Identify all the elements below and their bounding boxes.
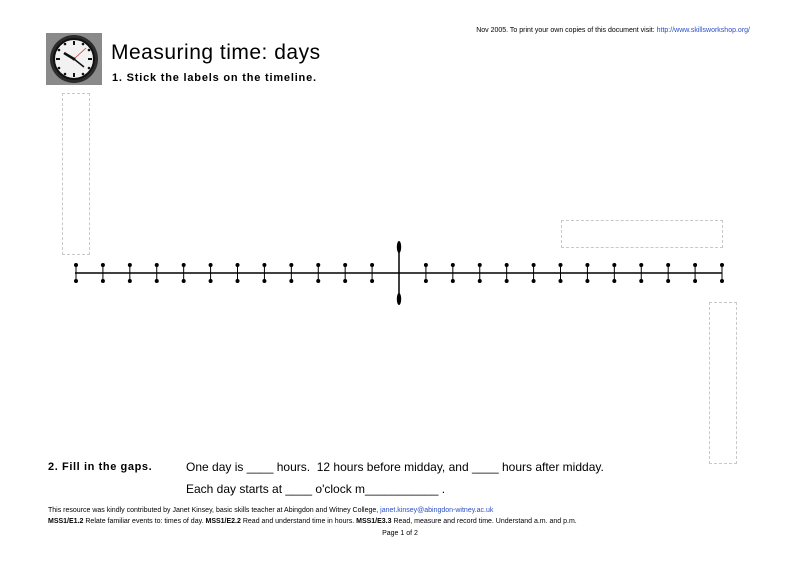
timeline-tick-end — [639, 263, 643, 267]
timeline-tick-end — [451, 279, 455, 283]
timeline-tick-end — [666, 279, 670, 283]
timeline-tick-end — [289, 279, 293, 283]
footer-credit — [48, 507, 493, 514]
standard-code-3: MSS1/E3.3 — [356, 518, 392, 525]
timeline-tick-end — [532, 263, 536, 267]
timeline-tick-end — [424, 279, 428, 283]
timeline-tick-end — [666, 263, 670, 267]
timeline-tick-end — [128, 263, 132, 267]
label-box-right-bottom — [709, 302, 737, 464]
header-note — [476, 27, 750, 34]
timeline-tick-end — [155, 263, 159, 267]
page-title: Measuring time: days — [111, 41, 321, 64]
timeline-tick-end — [424, 263, 428, 267]
footer-email-link[interactable]: janet.kinsey@abingdon-witney.ac.uk — [380, 507, 494, 514]
timeline-tick-end — [209, 279, 213, 283]
footer-standards — [48, 518, 577, 525]
timeline-tick-end — [720, 279, 724, 283]
task-2-line-1: One day is ____ hours. 12 hours before midday, and ____ hours after midday. — [186, 460, 604, 474]
timeline-tick-end — [343, 263, 347, 267]
standard-text-2: Read and understand time in hours. — [242, 518, 355, 525]
timeline-midday-tick-end — [397, 293, 401, 305]
timeline-tick-end — [343, 279, 347, 283]
clock-icon — [46, 33, 102, 85]
timeline-tick-end — [559, 279, 563, 283]
timeline-tick-end — [101, 263, 105, 267]
timeline-midday-tick-end — [397, 241, 401, 253]
timeline-tick-end — [612, 263, 616, 267]
page-number: Page 1 of 2 — [382, 530, 418, 537]
task-1-instruction: 1. Stick the labels on the timeline. — [112, 72, 317, 84]
timeline-tick-end — [101, 279, 105, 283]
timeline-tick-end — [289, 263, 293, 267]
standard-code-2: MSS1/E2.2 — [205, 518, 241, 525]
timeline-tick-end — [505, 263, 509, 267]
footer-credit-text: This resource was kindly contributed by Janet Kinsey, basic skills teacher at Abingdon and Witney College, — [48, 507, 379, 514]
header-note-link[interactable]: http://www.skillsworkshop.org/ — [656, 27, 750, 34]
timeline-tick-end — [585, 263, 589, 267]
timeline-tick-end — [128, 279, 132, 283]
standard-text-1: Relate familiar events to: times of day. — [85, 518, 204, 525]
header-note-text: Nov 2005. To print your own copies of this document visit: — [476, 27, 655, 34]
timeline-tick-end — [532, 279, 536, 283]
timeline-tick-end — [693, 279, 697, 283]
timeline-tick-end — [370, 279, 374, 283]
timeline-tick-end — [478, 279, 482, 283]
timeline-tick-end — [262, 279, 266, 283]
timeline-tick-end — [316, 263, 320, 267]
timeline-tick-end — [720, 263, 724, 267]
timeline — [0, 230, 800, 320]
task-2-line-2: Each day starts at ____ o'clock m___________ . — [186, 482, 446, 496]
standard-code-1: MSS1/E1.2 — [48, 518, 84, 525]
timeline-tick-end — [155, 279, 159, 283]
timeline-tick-end — [236, 263, 240, 267]
timeline-tick-end — [585, 279, 589, 283]
timeline-tick-end — [693, 263, 697, 267]
timeline-tick-end — [370, 263, 374, 267]
task-2-label: 2. Fill in the gaps. — [48, 461, 153, 473]
timeline-tick-end — [182, 279, 186, 283]
timeline-tick-end — [236, 279, 240, 283]
timeline-tick-end — [612, 279, 616, 283]
timeline-tick-end — [505, 279, 509, 283]
timeline-tick-end — [639, 279, 643, 283]
timeline-tick-end — [451, 263, 455, 267]
timeline-tick-end — [74, 279, 78, 283]
timeline-tick-end — [316, 279, 320, 283]
timeline-tick-end — [182, 263, 186, 267]
timeline-tick-end — [559, 263, 563, 267]
standard-text-3: Read, measure and record time. Understand a.m. and p.m. — [393, 518, 577, 525]
timeline-tick-end — [262, 263, 266, 267]
timeline-tick-end — [74, 263, 78, 267]
timeline-tick-end — [209, 263, 213, 267]
timeline-tick-end — [478, 263, 482, 267]
